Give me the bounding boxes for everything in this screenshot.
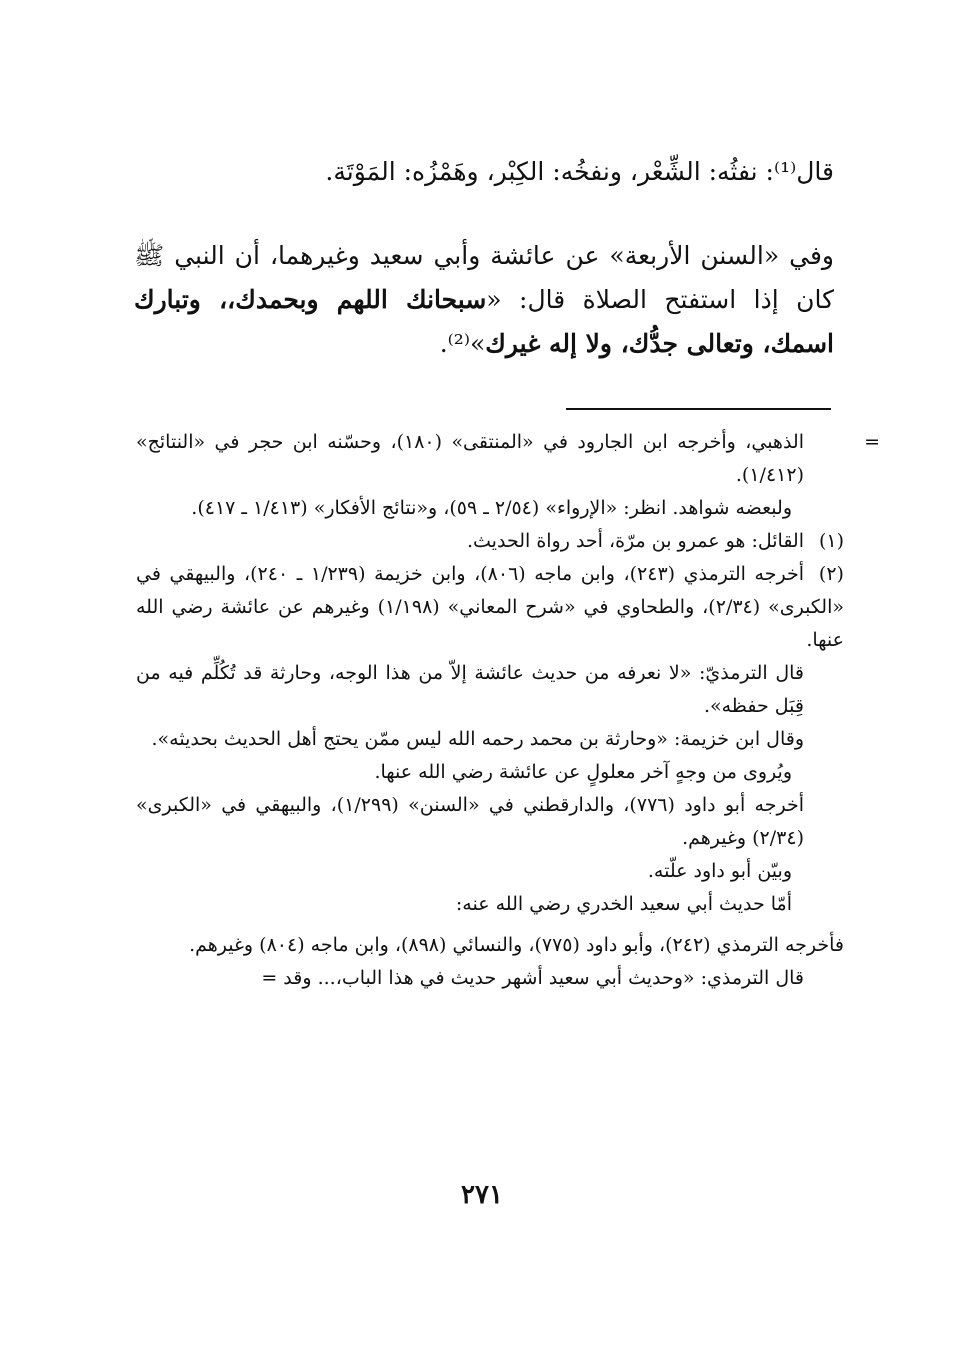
para2-bold-quote: سبحانك اللهم وبحمدك،، وتبارك اسمك، وتعالى جدُّك، ولا إله غيرك (134, 285, 834, 358)
footnote-line: أخرجه أبو داود (٧٧٦)، والدارقطني في «السنن» (١/٢٩٩)، والبيهقي في «الكبرى» (٢/٣٤) وغيرهم. (136, 794, 804, 849)
footnote-line: وبيّن أبو داود علّته. (647, 860, 792, 882)
continuation-marker: = (864, 431, 880, 453)
footnote-line: ولبعضه شواهد. انظر: «الإرواء» (٢/٥٤ ـ ٥٩)، و«نتائج الأفكار» (١/٤١٣ ـ ٤١٧). (191, 497, 792, 519)
main-text (134, 150, 834, 366)
footnote-line: وقال ابن خزيمة: «وحارثة بن محمد رحمه الله ليس ممّن يحتج أهل الحديث بحديثه». (151, 728, 804, 750)
footnote-2 (136, 558, 844, 657)
footnote-separator (566, 408, 831, 410)
footnotes (136, 426, 880, 995)
footnote-1 (136, 525, 844, 558)
footnote-number: (٢) (818, 563, 844, 585)
para2-plain: وفي «السنن الأربعة» عن عائشة وأبي سعيد وغيرهما، أن النبي ﷺ كان إذا استفتح الصلاة قال: « (134, 241, 834, 314)
page-number: ٢٧١ (461, 1180, 503, 1210)
footnote-number: (١) (818, 530, 844, 552)
footnote-line: قال الترمذي: «وحديث أبي سعيد أشهر حديث في هذا الباب،... وقد = (261, 967, 804, 989)
footnote-text: القائل: هو عمرو بن مرّة، أحد رواة الحديث. (466, 530, 804, 552)
footnote-text: الذهبي، وأخرجه ابن الجارود في «المنتقى» (١٨٠)، وحسّنه ابن حجر في «النتائج» (١/٤١٢). (136, 431, 804, 486)
main-paragraph-2 (134, 234, 834, 366)
footnote-line: فأخرجه الترمذي (٢٤٢)، وأبو داود (٧٧٥)، والنسائي (٨٩٨)، وابن ماجه (٨٠٤) وغيرهم. (189, 934, 844, 956)
para2-end: »⁽²⁾. (439, 329, 486, 358)
footnote-continuation (136, 426, 880, 492)
footnote-line: أمّا حديث أبي سعيد الخدري رضي الله عنه: (455, 893, 792, 915)
footnote-line: قال الترمذيّ: «لا نعرفه من حديث عائشة إلاّ من هذا الوجه، وحارثة قد تُكُلِّم فيه من قِبَل حفظه». (136, 662, 804, 717)
main-paragraph-1: قال⁽¹⁾: نفثُه: الشِّعْر، ونفخُه: الكِبْر، وهَمْزُه: المَوْتَة. (325, 157, 834, 186)
footnote-line: ويُروى من وجهٍ آخر معلولٍ عن عائشة رضي الله عنها. (374, 761, 792, 783)
footnote-text: أخرجه الترمذي (٢٤٣)، وابن ماجه (٨٠٦)، وابن خزيمة (١/٢٣٩ ـ ٢٤٠)، والبيهقي في «الكبرى» (٢/٣٤)، والطحاوي في «شرح المعاني» (١/١٩٨) وغيرهم عن عائشة رضي الله عنها. (136, 563, 844, 651)
